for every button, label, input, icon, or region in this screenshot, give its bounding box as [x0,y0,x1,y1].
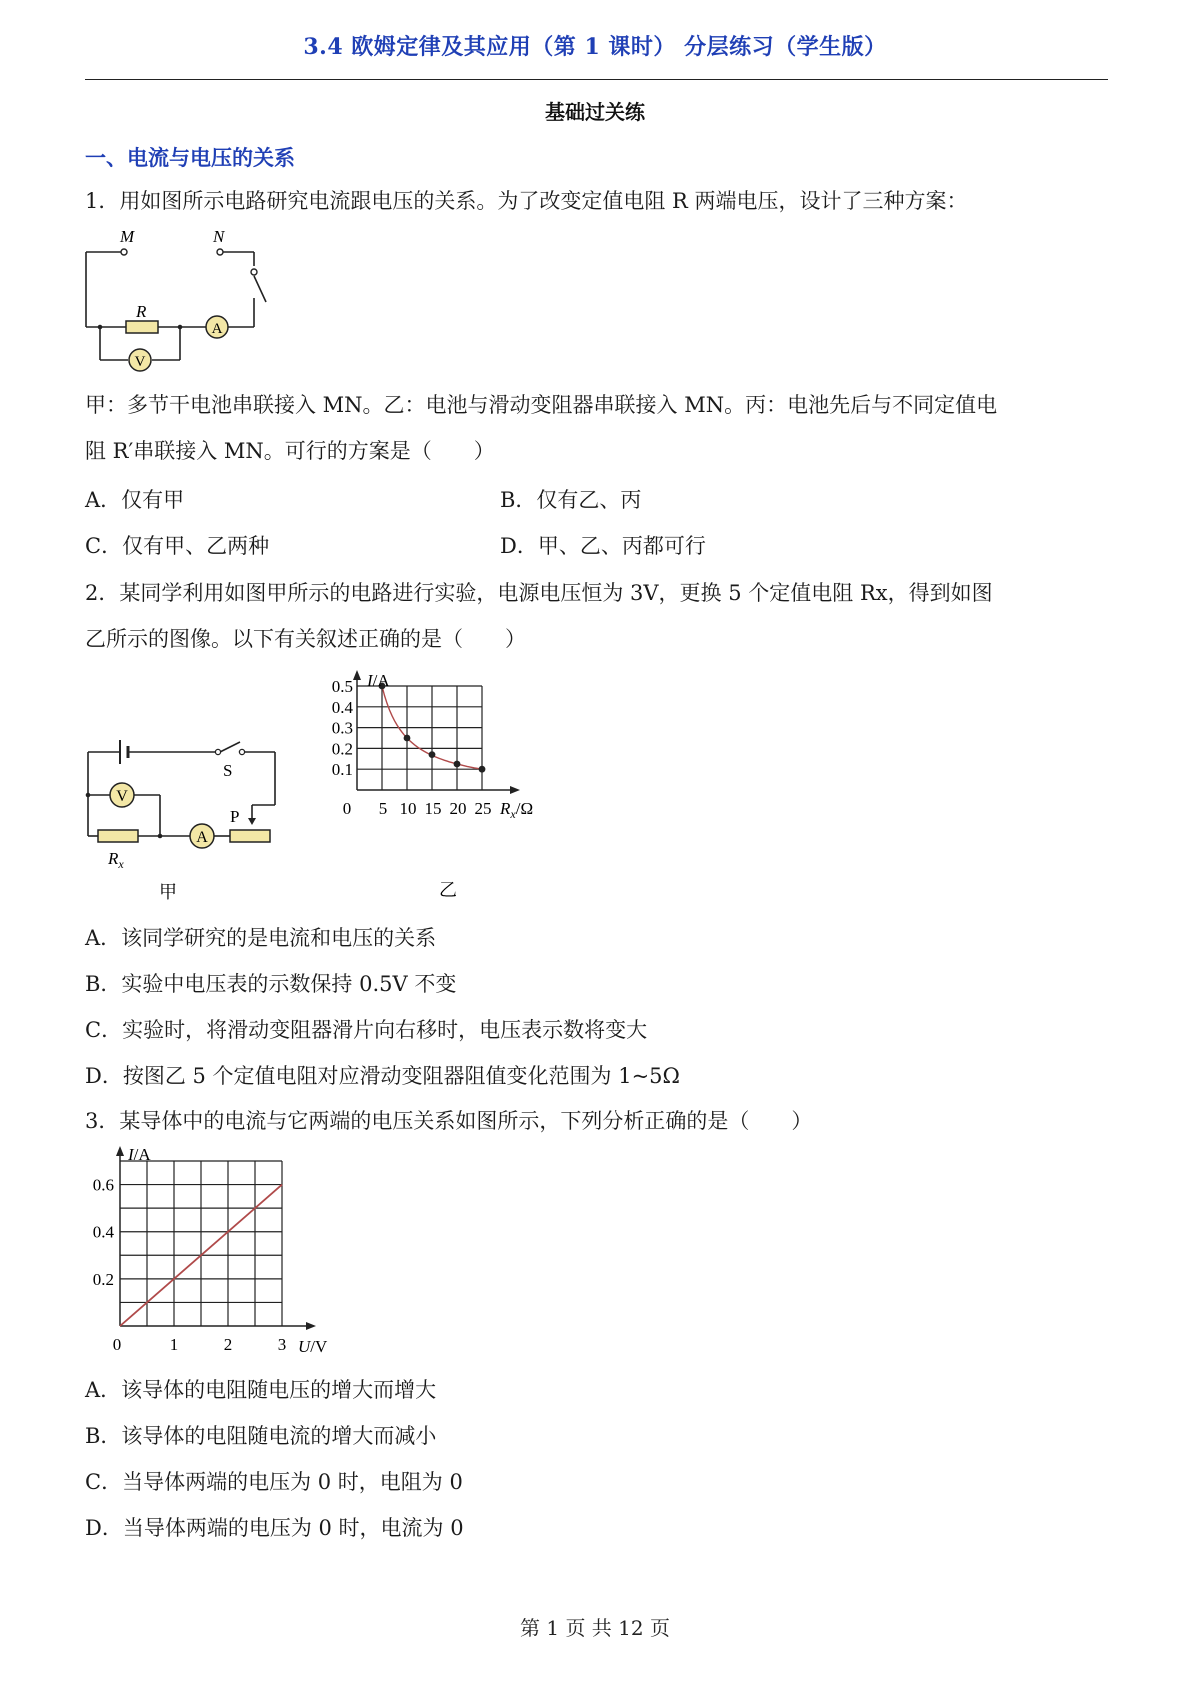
data-point [454,761,461,768]
y-tick-label: 0.6 [92,1175,114,1195]
x-tick-label: 2 [223,1335,233,1354]
document-title: 3.4 欧姆定律及其应用（第 1 课时） 分层练习（学生版） [303,34,887,60]
label-m: M [120,227,135,246]
x-axis-arrow [306,1322,316,1330]
y-tick-label: 0.5 [331,677,353,696]
label-n: N [213,227,225,246]
q1-line3: 阻 R′串联接入 MN。可行的方案是（ ） [85,439,495,463]
q2-option-a: A．该同学研究的是电流和电压的关系 [85,926,437,950]
x-tick-label: 15 [424,799,442,818]
q2-option-c: C．实验时，将滑动变阻器滑片向右移时，电压表示数将变大 [85,1018,648,1042]
q2-circuit-diagram [80,730,290,905]
q2-graph [320,668,580,908]
y-tick-label: 0.1 [331,760,353,780]
page-footer: 第 1 页 共 12 页 [520,1616,670,1640]
data-point [429,751,436,758]
y-tick-label: 0.4 [92,1222,114,1242]
q3-option-d: D．当导体两端的电压为 0 时，电流为 0 [85,1516,464,1540]
x-axis-arrow [510,786,520,794]
q3-option-b: B．该导体的电阻随电流的增大而减小 [85,1424,437,1448]
q1-line2: 甲：多节干电池串联接入 MN。乙：电池与滑动变阻器串联接入 MN。丙：电池先后与不同定值电 [85,393,998,417]
x-tick-label: 1 [169,1335,179,1354]
y-axis-label: I/A [367,671,390,690]
label-voltmeter: V [134,354,146,370]
label-rx: $R_x$ [108,849,124,871]
y-tick-label: 0.4 [331,697,353,717]
y-tick-label: 0.2 [331,739,353,759]
header-divider [85,79,1108,80]
x-tick-label: 10 [399,799,417,818]
figure-caption-left: 甲 [159,882,177,902]
label-voltmeter: V [116,788,128,805]
y-axis-arrow [116,1146,124,1156]
y-tick-label: 0.3 [331,718,353,738]
q3-graph [80,1146,350,1361]
x-tick-label: 0 [112,1335,122,1354]
x-tick-label: 25 [474,799,492,818]
x-tick-label: 20 [449,799,467,818]
q1-option-b: B．仅有乙、丙 [500,488,642,512]
label-ammeter: A [196,829,208,846]
q2-option-d: D．按图乙 5 个定值电阻对应滑动变阻器阻值变化范围为 1~5Ω [85,1064,680,1088]
x-axis-label: $R_x/\Omega$ [500,799,534,821]
section-title: 一、电流与电压的关系 [85,145,295,170]
x-tick-label: 0 [342,799,352,818]
q1-option-a: A．仅有甲 [85,488,185,512]
q1-circuit-diagram [80,222,280,382]
y-axis-label: I/A [128,1146,151,1164]
data-point [404,735,411,742]
label-ammeter: A [211,321,223,337]
q1-option-c: C．仅有甲、乙两种 [85,534,270,558]
q2-option-b: B．实验中电压表的示数保持 0.5V 不变 [85,972,457,996]
q2-line2: 乙所示的图像。以下有关叙述正确的是（ ） [85,627,526,651]
label-slider: P [230,807,240,826]
y-tick-label: 0.2 [92,1269,114,1289]
section-heading: 基础过关练 [545,100,645,124]
q3-option-c: C．当导体两端的电压为 0 时，电阻为 0 [85,1470,463,1494]
q1-option-d: D．甲、乙、丙都可行 [500,534,706,558]
q1-stem: 1．用如图所示电路研究电流跟电压的关系。为了改变定值电阻 R 两端电压，设计了三种方案： [85,189,968,213]
q2-line1: 2．某同学利用如图甲所示的电路进行实验，电源电压恒为 3V，更换 5 个定值电阻 Rx，得到如图 [85,581,993,605]
label-switch: S [223,761,233,780]
x-tick-label: 3 [277,1335,287,1354]
q3-line1: 3．某导体中的电流与它两端的电压关系如图所示，下列分析正确的是（ ） [85,1109,813,1133]
q3-option-a: A．该导体的电阻随电压的增大而增大 [85,1378,437,1402]
figure-caption-right: 乙 [439,880,457,900]
x-axis-label: U/V [298,1337,328,1356]
y-axis-arrow [353,670,361,680]
data-point [479,766,486,773]
x-tick-label: 5 [378,799,388,818]
label-r: R [136,302,147,321]
